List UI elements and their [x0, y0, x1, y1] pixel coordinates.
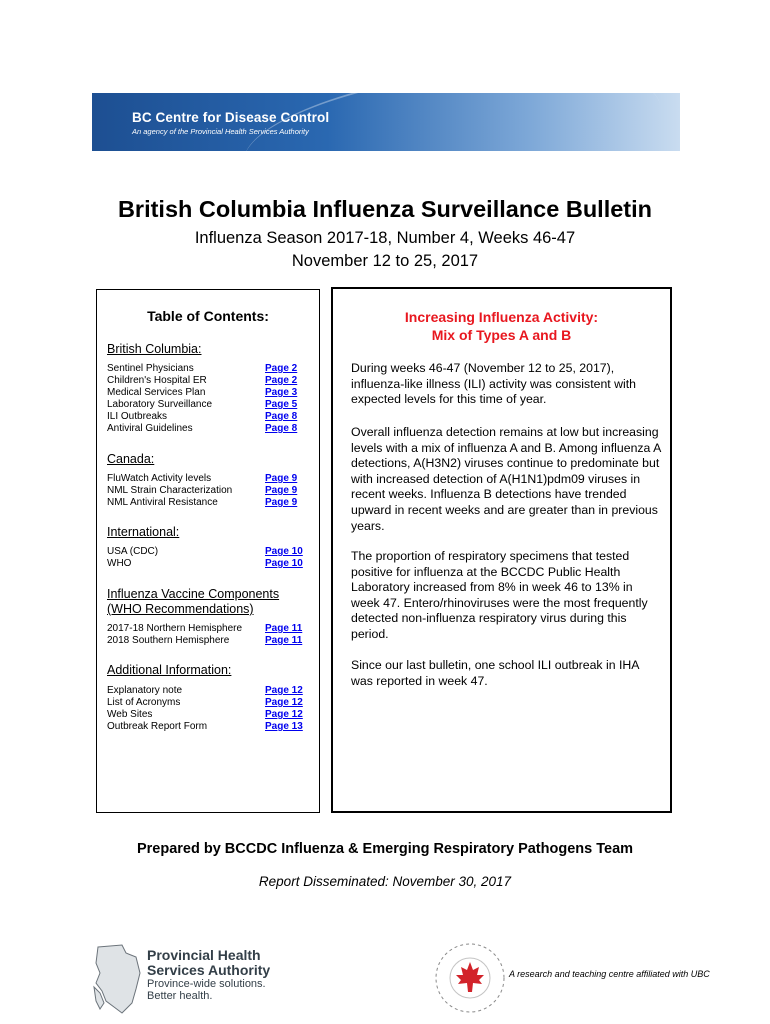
toc-page-link[interactable]: Page 9 — [265, 485, 298, 496]
toc-entry[interactable] — [107, 399, 311, 411]
toc-page-link[interactable]: Page 12 — [265, 709, 303, 720]
toc-entry[interactable] — [107, 485, 311, 497]
phsa-logo — [92, 943, 272, 1017]
toc-entry-name: List of Acronyms — [107, 697, 181, 708]
toc-page-link[interactable]: Page 10 — [265, 558, 303, 569]
toc-entry[interactable] — [107, 375, 311, 387]
toc-entry-name: Explanatory note — [107, 685, 183, 696]
toc-entry-name: Laboratory Surveillance — [107, 399, 213, 410]
toc-entry[interactable] — [107, 473, 311, 485]
toc-heading: Table of Contents: — [147, 308, 269, 324]
summary-title-line2: Mix of Types A and B — [431, 327, 572, 343]
bulletin-subtitle-dates: November 12 to 25, 2017 — [291, 252, 479, 270]
toc-entry-name: Sentinel Physicians — [107, 363, 194, 374]
toc-entry-name: Medical Services Plan — [107, 387, 206, 398]
toc-page-link[interactable]: Page 3 — [265, 387, 298, 398]
toc-page-link[interactable]: Page 2 — [265, 375, 298, 386]
bulletin-title: British Columbia Influenza Surveillance Bulletin — [117, 196, 653, 222]
summary-paragraph-detection: Overall influenza detection remains at low but increasing levels with a mix of influenza A and B. Among influenza A detections, A(H3N2) viruses continue to predominate but with increased detection of A(H1N1)pdm09 viruses in recent weeks. Influenza B detections have trended upward in recent weeks and are greater than in previous years. — [351, 425, 661, 533]
prepared-by: Prepared by BCCDC Influenza & Emerging Respiratory Pathogens Team — [136, 841, 634, 857]
summary-box — [331, 287, 672, 813]
accreditation-seal-icon — [432, 940, 508, 1016]
toc-entry[interactable] — [107, 497, 311, 509]
toc-entry[interactable] — [107, 697, 311, 709]
toc-page-link[interactable]: Page 9 — [265, 473, 298, 484]
toc-page-link[interactable]: Page 8 — [265, 411, 298, 422]
toc-entry[interactable] — [107, 709, 311, 721]
toc-page-link[interactable]: Page 2 — [265, 363, 298, 374]
banner-org-name: BC Centre for Disease Control — [132, 110, 330, 125]
toc-entry-name: WHO — [107, 558, 132, 569]
toc-page-link[interactable]: Page 8 — [265, 423, 298, 434]
toc-section-british-columbia: British Columbia: — [107, 342, 202, 356]
toc-entry-name: 2018 Southern Hemisphere — [107, 635, 230, 646]
toc-entry[interactable] — [107, 721, 311, 733]
toc-entry[interactable] — [107, 635, 311, 647]
toc-entry-name: Children's Hospital ER — [107, 375, 207, 386]
bulletin-subtitle-issue: Influenza Season 2017-18, Number 4, Weeks 46-47 — [194, 229, 576, 247]
toc-page-link[interactable]: Page 13 — [265, 721, 303, 732]
toc-entry[interactable] — [107, 623, 311, 635]
toc-page-link[interactable]: Page 5 — [265, 399, 298, 410]
toc-entry-name: FluWatch Activity levels — [107, 473, 212, 484]
toc-entry-name: NML Antiviral Resistance — [107, 497, 218, 508]
toc-entry-name: Web Sites — [107, 709, 153, 720]
summary-paragraph-ili: During weeks 46-47 (November 12 to 25, 2017), influenza-like illness (ILI) activity was consistent with expected levels for this time of year. — [351, 361, 636, 407]
toc-section-canada: Canada: — [107, 452, 155, 466]
toc-entry[interactable] — [107, 685, 311, 697]
bc-map-icon — [92, 943, 144, 1017]
phsa-name-line1: Provincial Health — [147, 947, 261, 963]
toc-section-international: International: — [107, 525, 180, 539]
toc-entry[interactable] — [107, 423, 311, 435]
phsa-tagline-line2: Better health. — [147, 990, 213, 1002]
phsa-name-line2: Services Authority — [147, 962, 271, 978]
ubc-affiliation-note: A research and teaching centre affiliated with UBC — [509, 969, 710, 979]
banner-tagline: An agency of the Provincial Health Services Authority — [132, 127, 309, 136]
summary-title-line1: Increasing Influenza Activity: — [404, 309, 599, 325]
toc-entry-name: ILI Outbreaks — [107, 411, 168, 422]
toc-page-link[interactable]: Page 11 — [265, 635, 303, 646]
summary-paragraph-outbreak: Since our last bulletin, one school ILI outbreak in IHA was reported in week 47. — [351, 658, 639, 688]
phsa-tagline-line1: Province-wide solutions. — [147, 978, 266, 990]
toc-page-link[interactable]: Page 11 — [265, 623, 303, 634]
toc-page-link[interactable]: Page 9 — [265, 497, 298, 508]
toc-entry-name: USA (CDC) — [107, 546, 159, 557]
report-disseminated: Report Disseminated: November 30, 2017 — [258, 874, 512, 889]
summary-paragraph-lab: The proportion of respiratory specimens that tested positive for influenza at the BCCDC Public Health Laboratory increased from 8% in week 46 to 13% in week 47. Entero/rhinoviruses were the most frequently detected non-influenza respiratory virus during this period. — [351, 549, 648, 641]
table-of-contents — [96, 289, 320, 813]
toc-entry[interactable] — [107, 363, 311, 375]
toc-entry[interactable] — [107, 546, 311, 558]
toc-entry[interactable] — [107, 558, 311, 570]
toc-entry-name: Antiviral Guidelines — [107, 423, 193, 434]
toc-entry-name: Outbreak Report Form — [107, 721, 208, 732]
toc-section-vaccine-components-sub: (WHO Recommendations) — [107, 602, 254, 616]
toc-entry-name: 2017-18 Northern Hemisphere — [107, 623, 243, 634]
toc-page-link[interactable]: Page 12 — [265, 697, 303, 708]
toc-page-link[interactable]: Page 12 — [265, 685, 303, 696]
toc-entry[interactable] — [107, 411, 311, 423]
toc-entry-name: NML Strain Characterization — [107, 485, 233, 496]
toc-page-link[interactable]: Page 10 — [265, 546, 303, 557]
toc-section-additional-information: Additional Information: — [107, 663, 232, 677]
toc-entry[interactable] — [107, 387, 311, 399]
bccdc-banner — [92, 93, 680, 151]
toc-section-vaccine-components: Influenza Vaccine Components — [107, 587, 280, 601]
